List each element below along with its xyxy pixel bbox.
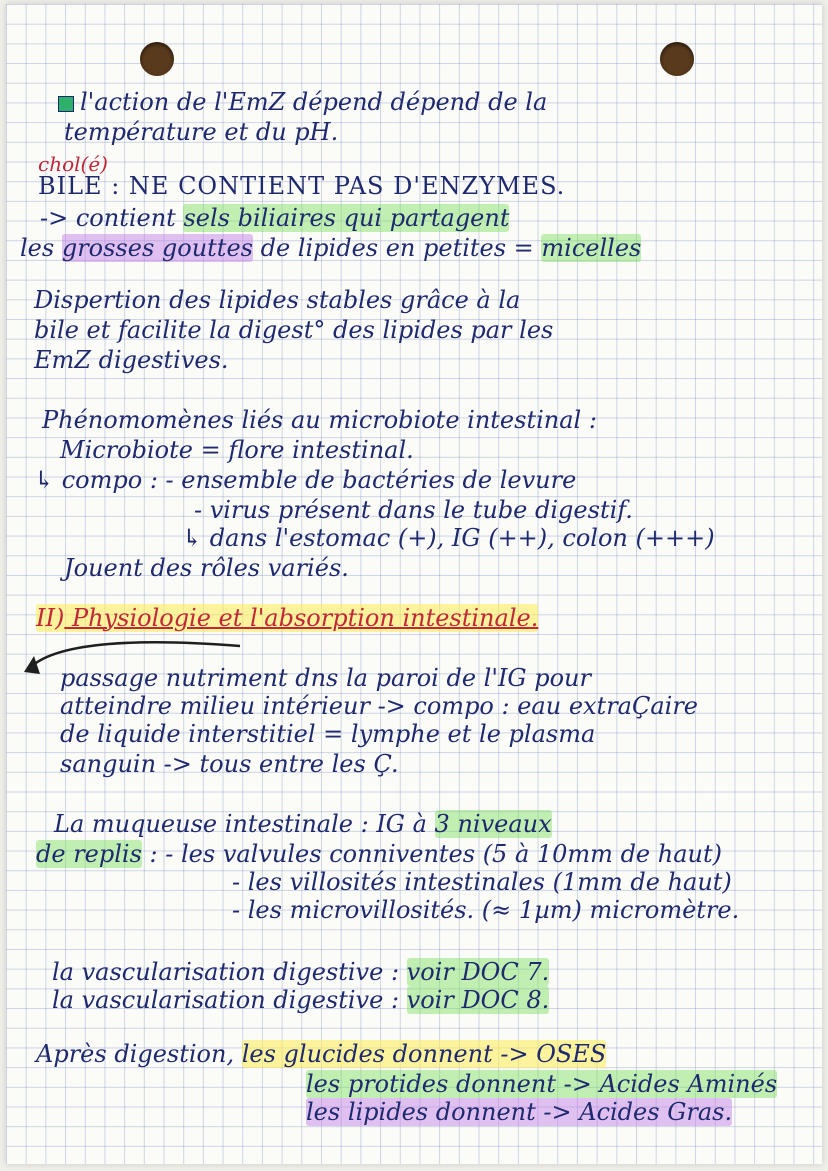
bile-heading: BILE : NE CONTIENT PAS D'ENZYMES. [38, 172, 566, 200]
phen-title: Phénomomènes liés au microbiote intestinal : [42, 406, 597, 434]
passage-line-1: passage nutriment dns la paroi de l'IG pour [60, 664, 591, 692]
binder-hole-right [660, 42, 694, 76]
vasc-line-1: la vascularisation digestive : voir DOC 7. [52, 958, 550, 986]
jouent-line: Jouent des rôles variés. [64, 554, 349, 582]
disp-line-2: bile et facilite la digest° des lipides par les [34, 316, 554, 344]
chol-annotation: chol(é) [38, 152, 108, 176]
bile-line-1: -> contient sels biliaires qui partagent [40, 204, 510, 232]
muqueuse-line-3: - les villosités intestinales (1mm de haut) [232, 868, 732, 896]
passage-line-3: de liquide interstitiel = lymphe et le plasma [60, 720, 596, 748]
lipides-line: les lipides donnent -> Acides Gras. [306, 1098, 733, 1126]
section-heading: II) Physiologie et l'absorption intestinale. [36, 604, 539, 632]
note-line-1: l'action de l'EmZ dépend dépend de la [58, 88, 547, 116]
passage-line-4: sanguin -> tous entre les Ç. [60, 750, 399, 778]
apres-line: Après digestion, les glucides donnent -> OSES [36, 1040, 607, 1068]
vasc-line-2: la vascularisation digestive : voir DOC 8. [52, 986, 550, 1014]
binder-hole-left [140, 42, 174, 76]
passage-line-2: atteindre milieu intérieur -> compo : eau extraÇaire [60, 692, 699, 720]
compo-line-3: ↳ dans l'estomac (+), IG (++), colon (+++) [182, 524, 715, 552]
muqueuse-line-1: La muqueuse intestinale : IG à 3 niveaux [54, 810, 552, 838]
compo-line-2: - virus présent dans le tube digestif. [194, 496, 633, 524]
compo-line-1: ↳ compo : - ensemble de bactéries de levure [34, 466, 577, 494]
disp-line-1: Dispertion des lipides stables grâce à la [34, 286, 521, 314]
disp-line-3: EmZ digestives. [34, 346, 229, 374]
notebook-page [6, 4, 822, 1164]
muqueuse-line-2: de replis : - les valvules conniventes (5 à 10mm de haut) [36, 840, 722, 868]
muqueuse-line-4: - les microvillosités. (≈ 1µm) micromètre. [232, 896, 740, 924]
green-marker-icon [58, 96, 74, 112]
note-line-2: température et du pH. [64, 118, 339, 146]
bile-line-2: les grosses gouttes de lipides en petites = micelles [20, 234, 642, 262]
protides-line: les protides donnent -> Acides Aminés [306, 1070, 778, 1098]
microbiote-line: Microbiote = flore intestinal. [60, 436, 414, 464]
